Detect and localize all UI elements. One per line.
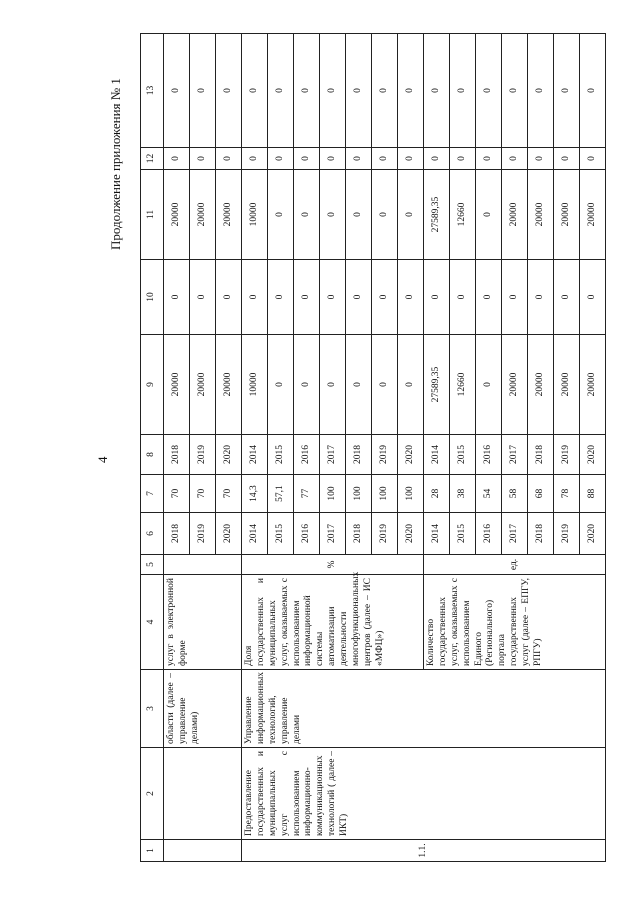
cell-value: 2016 [476, 435, 502, 475]
cell-value: 12660 [450, 170, 476, 260]
cell-value: 0 [372, 260, 398, 335]
cell-value: 0 [554, 260, 580, 335]
page-number: 4 [95, 456, 110, 463]
cell-value: 0 [346, 260, 372, 335]
column-number: 5 [141, 555, 164, 575]
cell-value: 0 [294, 335, 320, 435]
cell-value: 0 [398, 170, 424, 260]
table-row [164, 34, 190, 862]
cell-value: 0 [502, 260, 528, 335]
cell-value: 0 [528, 34, 554, 148]
cell-value: 0 [320, 260, 346, 335]
cell-value: 2019 [372, 435, 398, 475]
cell-value: 88 [580, 475, 606, 513]
column-number: 3 [141, 670, 164, 748]
cell-value: 20000 [216, 335, 242, 435]
cell-value: 0 [268, 260, 294, 335]
cell-value: 100 [320, 475, 346, 513]
cell-value: 2016 [294, 513, 320, 555]
cell-value: 2016 [476, 513, 502, 555]
unit-cell: % [242, 555, 424, 575]
cell-value: 68 [528, 475, 554, 513]
cell-value: 0 [164, 260, 190, 335]
cell-value: 0 [320, 148, 346, 170]
cell-value: 0 [528, 148, 554, 170]
cell-value: 0 [346, 148, 372, 170]
cell-value: 78 [554, 475, 580, 513]
cell-value: 0 [242, 148, 268, 170]
cell-value: 2015 [450, 513, 476, 555]
cell-value: 2015 [268, 513, 294, 555]
cell-value: 2014 [424, 513, 450, 555]
cell-value: 0 [528, 260, 554, 335]
cell-value: 2017 [502, 513, 528, 555]
cell-value: 70 [164, 475, 190, 513]
column-number: 12 [141, 148, 164, 170]
cell-value: 20000 [190, 170, 216, 260]
column-number: 2 [141, 748, 164, 840]
cell-value: 2018 [346, 513, 372, 555]
cell-value: 0 [580, 34, 606, 148]
cell-value: 28 [424, 475, 450, 513]
column-number: 9 [141, 335, 164, 435]
cell-value: 100 [346, 475, 372, 513]
cell-value: 2017 [320, 513, 346, 555]
cell-value: 27589,35 [424, 335, 450, 435]
cell-value: 0 [424, 260, 450, 335]
cell-value: 2020 [216, 513, 242, 555]
cell-value: 2019 [554, 435, 580, 475]
cell-value: 27589,35 [424, 170, 450, 260]
cell-value: 0 [216, 34, 242, 148]
cell-value: 2015 [268, 435, 294, 475]
cell-value: 0 [268, 34, 294, 148]
cell-value: 2016 [294, 435, 320, 475]
section-number: 1.1. [242, 840, 606, 862]
cell-value: 2019 [190, 435, 216, 475]
cell-empty [164, 555, 242, 575]
cell-value: 2018 [528, 435, 554, 475]
column-number: 7 [141, 475, 164, 513]
header-row [141, 34, 164, 862]
cell-value: 0 [398, 335, 424, 435]
unit-cell: ед. [424, 555, 606, 575]
cell-value: 20000 [164, 335, 190, 435]
cell-value: 0 [502, 34, 528, 148]
cell-value: 2018 [528, 513, 554, 555]
appendix-title: Продолжение приложения № 1 [108, 78, 123, 250]
cell-value: 0 [216, 260, 242, 335]
cell-value: 2014 [242, 435, 268, 475]
cell-value: 2018 [164, 435, 190, 475]
cell-value: 0 [346, 170, 372, 260]
cell-value: 20000 [528, 335, 554, 435]
cell-value: 20000 [190, 335, 216, 435]
cell-value: 20000 [216, 170, 242, 260]
cell-value: 2019 [554, 513, 580, 555]
cell-value: 2020 [398, 435, 424, 475]
cell-value: 10000 [242, 170, 268, 260]
cell-value: 2018 [346, 435, 372, 475]
cell-value: 0 [398, 260, 424, 335]
cell-value: 2017 [320, 435, 346, 475]
cell-value: 2014 [242, 513, 268, 555]
cell-value: 2020 [216, 435, 242, 475]
cell-value: 0 [450, 34, 476, 148]
cell-value: 0 [320, 34, 346, 148]
cell-value: 0 [398, 34, 424, 148]
cell-value: 0 [554, 148, 580, 170]
cell-value: 2015 [450, 435, 476, 475]
cell-value: 0 [268, 335, 294, 435]
cell-value: 12660 [450, 335, 476, 435]
cell-value: 2020 [580, 513, 606, 555]
cell-value: 2020 [398, 513, 424, 555]
cell-value: 57,1 [268, 475, 294, 513]
column-number: 11 [141, 170, 164, 260]
cell-value: 0 [476, 260, 502, 335]
cell-value: 0 [294, 170, 320, 260]
cell-value: 0 [164, 148, 190, 170]
cell-value: 2014 [424, 435, 450, 475]
cell-value: 38 [450, 475, 476, 513]
cell-value: 20000 [554, 170, 580, 260]
cell-value: 0 [190, 34, 216, 148]
cell-value: 0 [268, 170, 294, 260]
cell-value: 0 [294, 148, 320, 170]
cell-value: 100 [372, 475, 398, 513]
cell-value: 0 [424, 34, 450, 148]
cell-value: 0 [320, 335, 346, 435]
indicator-name: Доля государственных и муниципальных услуг, оказываемых с использованием информационной системы автоматизации деятельности многофункциональных центров (далее – ИС «МФЦ») [242, 575, 424, 670]
cell-value: 0 [320, 170, 346, 260]
column-number: 6 [141, 513, 164, 555]
cell-value: 2019 [372, 513, 398, 555]
cell-value: 20000 [502, 170, 528, 260]
cell-value: 54 [476, 475, 502, 513]
cell-value: 0 [372, 335, 398, 435]
cell-value: 0 [372, 170, 398, 260]
cell-value: 0 [372, 148, 398, 170]
cell-value: 0 [268, 148, 294, 170]
executor-cell: области (далее – управление делами) [164, 670, 242, 748]
cell-value: 0 [450, 148, 476, 170]
cell-value: 77 [294, 475, 320, 513]
cell-value: 2020 [580, 435, 606, 475]
cell-value: 0 [476, 335, 502, 435]
cell-value: 0 [502, 148, 528, 170]
program-table [140, 33, 606, 862]
cell-value: 0 [190, 148, 216, 170]
cell-value: 0 [476, 148, 502, 170]
table-row [242, 34, 268, 862]
cell-value: 0 [294, 260, 320, 335]
cell-value: 0 [476, 170, 502, 260]
section-name: Предоставление государственных и муниципальных услуг с использованием информационно-коммуникационных технологий ( далее – ИКТ) [242, 748, 606, 840]
cell-value: 0 [164, 34, 190, 148]
cell-value: 0 [476, 34, 502, 148]
cell-value: 20000 [164, 170, 190, 260]
cell-value: 70 [216, 475, 242, 513]
cell-value: 58 [502, 475, 528, 513]
cell-value: 10000 [242, 335, 268, 435]
cell-value: 2017 [502, 435, 528, 475]
column-number: 10 [141, 260, 164, 335]
cell-value: 0 [554, 34, 580, 148]
column-number: 1 [141, 840, 164, 862]
table-container [140, 34, 595, 862]
indicator-cell: услуг в электронной форме [164, 575, 242, 670]
cell-value: 0 [346, 34, 372, 148]
cell-value: 0 [190, 260, 216, 335]
cell-value: 0 [450, 260, 476, 335]
cell-value: 0 [216, 148, 242, 170]
cell-value: 100 [398, 475, 424, 513]
cell-value: 0 [580, 260, 606, 335]
cell-value: 20000 [580, 335, 606, 435]
cell-value: 2018 [164, 513, 190, 555]
cell-value: 20000 [554, 335, 580, 435]
column-number: 13 [141, 34, 164, 148]
cell-empty [164, 748, 242, 840]
cell-value: 0 [346, 335, 372, 435]
executor-cell: Управление информационных технологий, управление делами [242, 670, 606, 748]
cell-value: 20000 [502, 335, 528, 435]
cell-value: 0 [372, 34, 398, 148]
cell-value: 0 [424, 148, 450, 170]
indicator-name: Количество государственных услуг, оказываемых с использованием Единого (Регионального) портала государственных услуг (далее – ЕПГУ, РПГУ) [424, 575, 606, 670]
cell-value: 20000 [580, 170, 606, 260]
cell-value: 0 [580, 148, 606, 170]
cell-value: 20000 [528, 170, 554, 260]
column-number: 8 [141, 435, 164, 475]
column-number: 4 [141, 575, 164, 670]
cell-value: 70 [190, 475, 216, 513]
cell-value: 0 [242, 34, 268, 148]
cell-value: 0 [398, 148, 424, 170]
cell-value: 0 [294, 34, 320, 148]
cell-empty [164, 840, 242, 862]
cell-value: 2019 [190, 513, 216, 555]
cell-value: 0 [242, 260, 268, 335]
cell-value: 14,3 [242, 475, 268, 513]
